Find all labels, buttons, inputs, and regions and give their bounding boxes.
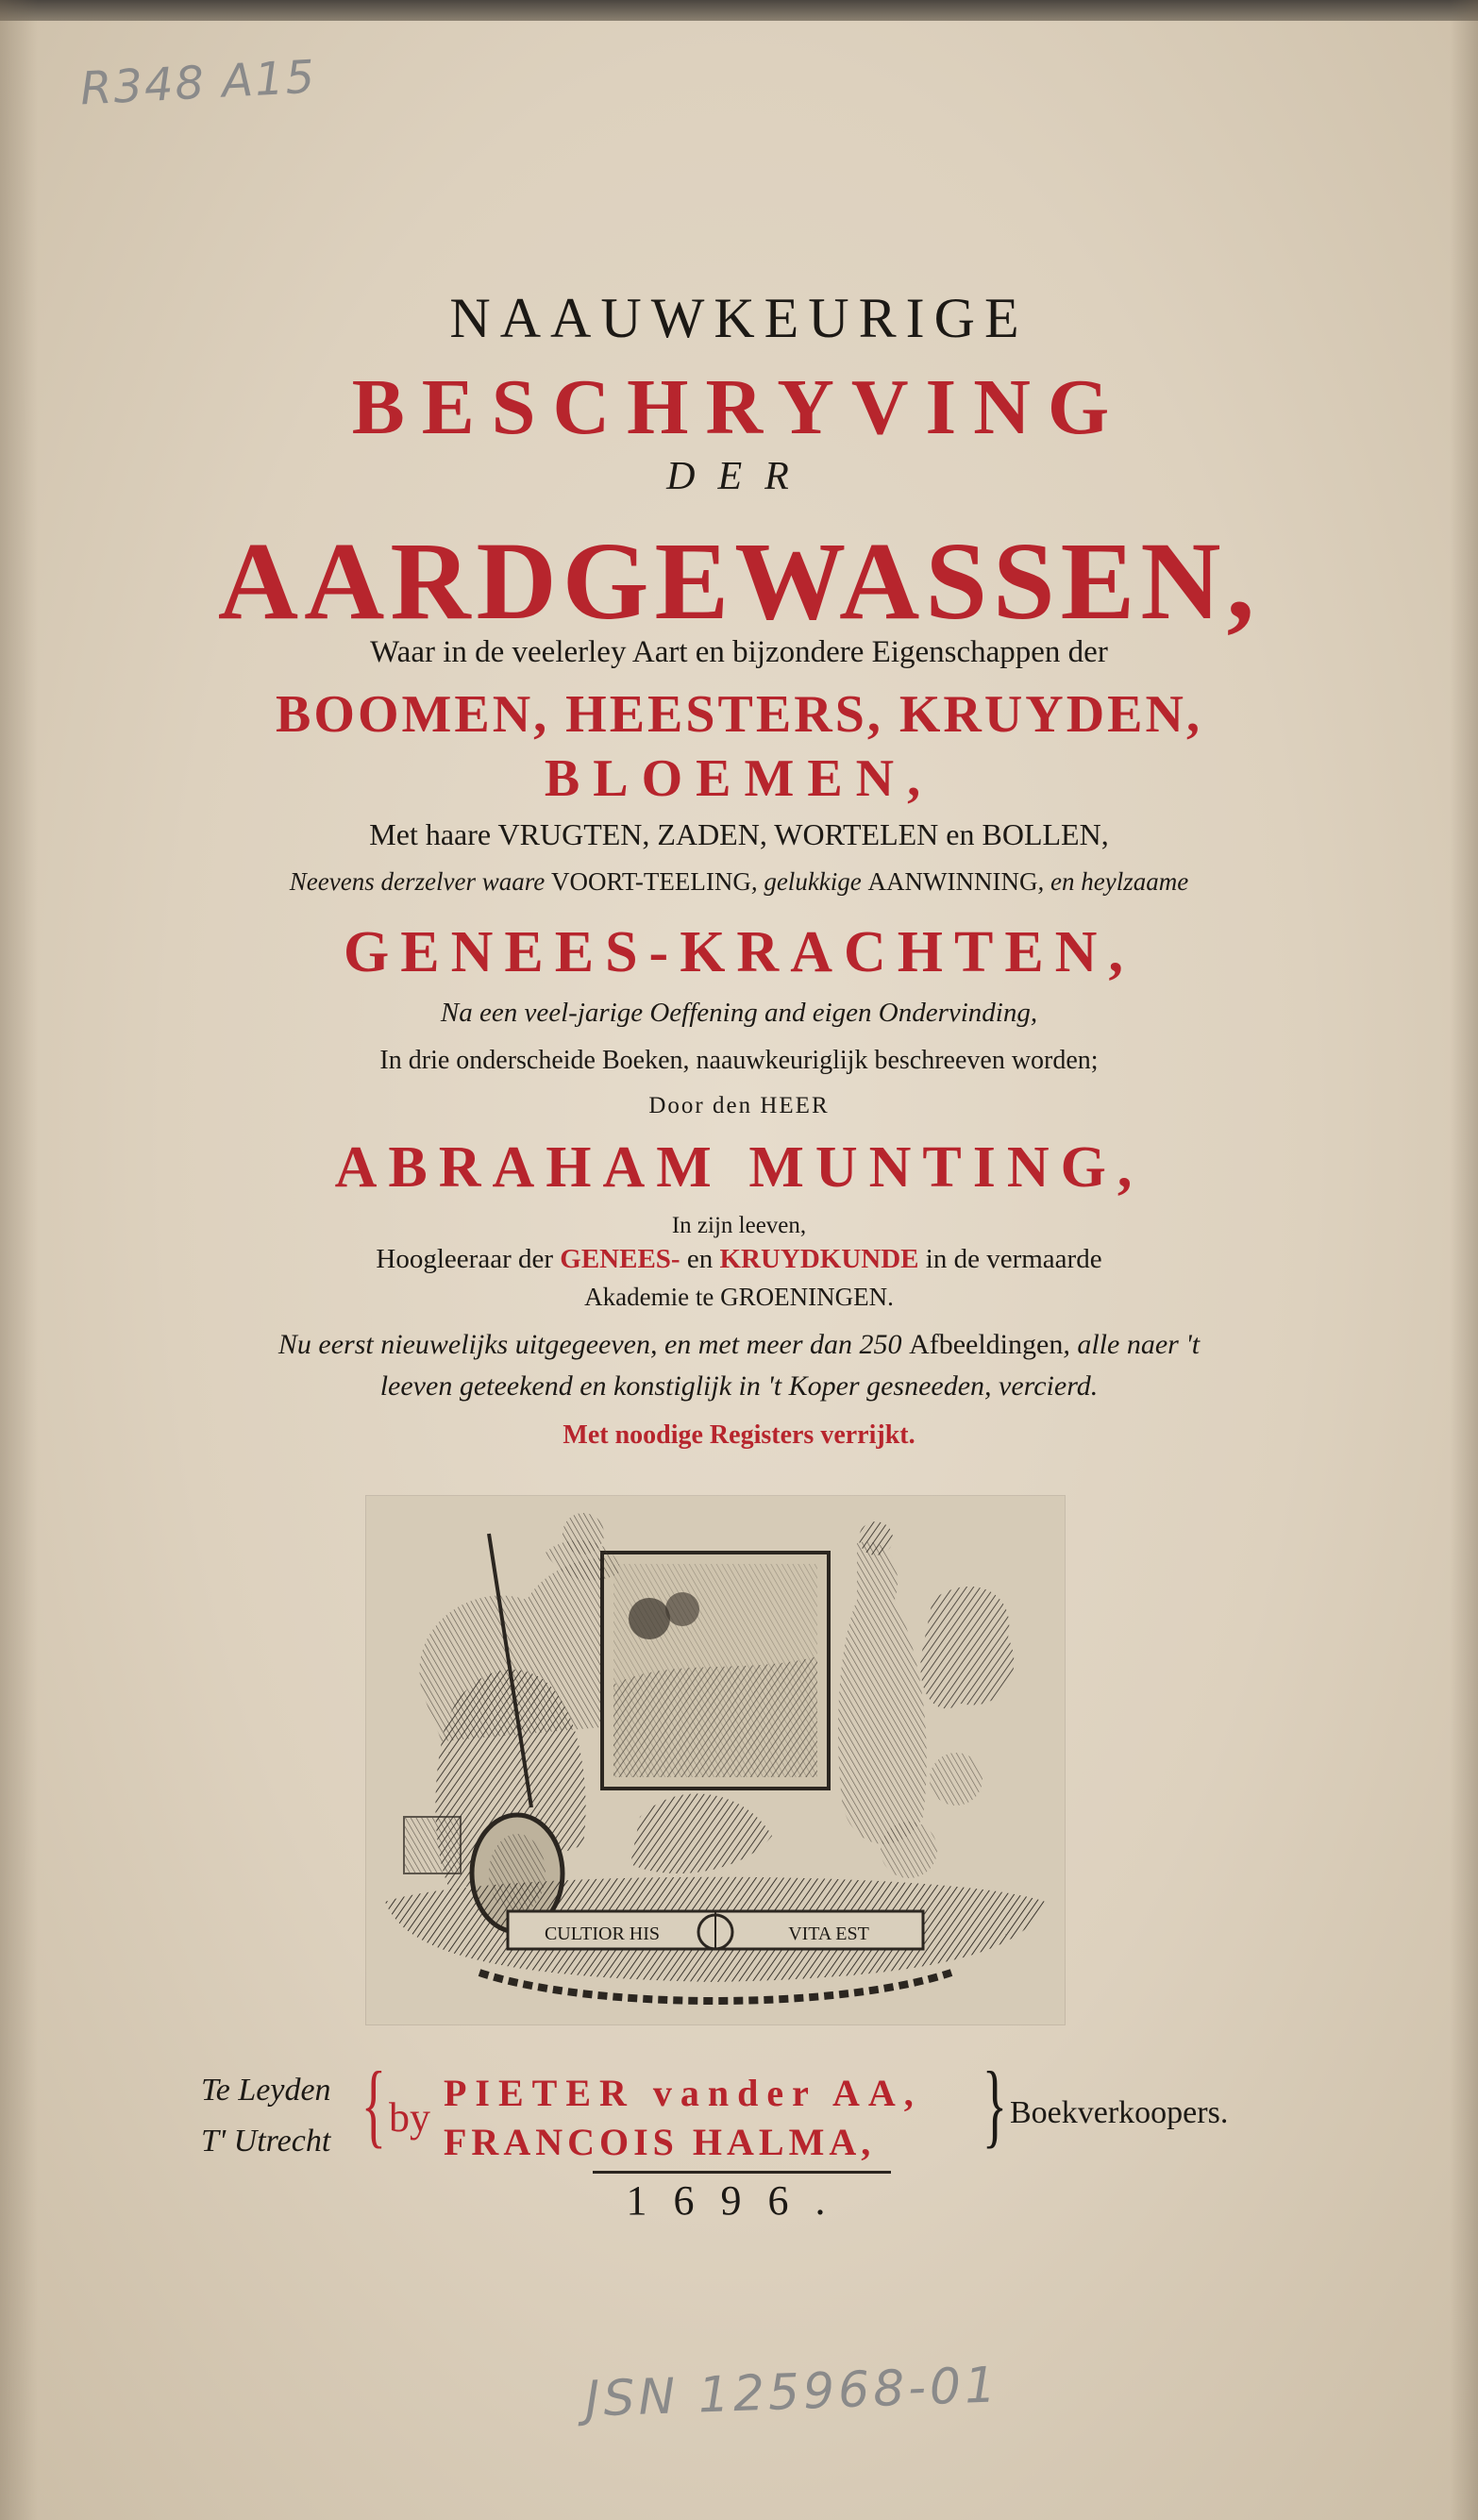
title-line-genees-krachten: GENEES-KRACHTEN, — [344, 920, 1134, 984]
top-edge-shadow — [0, 0, 1478, 21]
l16-part-a: Hoogleeraar der — [376, 1244, 561, 1274]
l16-kruydkunde: KRUYDKUNDE — [719, 1244, 919, 1274]
subtitle-line-hoogleeraar — [0, 1244, 1478, 1275]
publisher-francois-halma: FRANCOIS HALMA, — [444, 2121, 876, 2163]
vignette-illustration — [366, 1496, 1065, 2024]
l16-genees: GENEES- — [560, 1244, 680, 1274]
subtitle-line-oeffening: Na een veel-jarige Oeffening and eigen Ondervinding, — [440, 998, 1038, 1028]
l9-aanwinning: AANWINNING — [867, 867, 1038, 896]
l9-part-e: , en heylzaame — [1037, 867, 1189, 896]
imprint-trade: Boekverkoopers. — [1010, 2095, 1229, 2130]
motto-left: CULTIOR HIS — [544, 1924, 661, 1944]
left-brace: { — [361, 2052, 387, 2157]
l9-part-c: , gelukkige — [750, 867, 868, 896]
imprint-city-leyden: Te Leyden — [201, 2073, 331, 2108]
imprint-year: 1696. — [626, 2177, 852, 2224]
title-line-bloemen: BLOEMEN, — [544, 749, 934, 808]
l9-part-a: Neevens derzelver waare — [289, 867, 551, 896]
imprint-rule — [593, 2171, 891, 2174]
l16-part-c: en — [680, 1244, 720, 1274]
publisher-pieter-vander-aa: PIETER vander AA, — [444, 2072, 922, 2114]
subtitle-line-boeken: In drie onderscheide Boeken, naauwkeuriglijk beschreeven worden; — [379, 1046, 1099, 1075]
right-brace: } — [982, 2052, 1008, 2157]
title-line-naauwkeurige: NAAUWKEURIGE — [449, 287, 1029, 349]
title-line-beschryving: BESCHRYVING — [351, 363, 1127, 451]
title-line-aardgewassen: AARDGEWASSEN, — [217, 519, 1261, 643]
subtitle-line-vrugten: Met haare VRUGTEN, ZADEN, WORTELEN en BOLLEN, — [369, 817, 1109, 851]
inventory-number-pencil: JSN 125968-01 — [584, 2357, 1001, 2428]
subtitle-line-uitgegeeven — [0, 1329, 1478, 1361]
subtitle-line-registers: Met noodige Registers verrijkt. — [563, 1420, 915, 1450]
l9-voort-teeling: VOORT-TEELING — [550, 867, 751, 896]
author-name: ABRAHAM MUNTING, — [334, 1135, 1144, 1200]
shelfmark-pencil: R348 A15 — [78, 50, 318, 116]
l18-afbeeldingen: Afbeeldingen — [909, 1329, 1064, 1360]
subtitle-line-door-den-heer: Door den HEER — [648, 1093, 830, 1118]
subtitle-line-waar: Waar in de veelerley Aart en bijzondere Eigenschappen der — [370, 635, 1108, 669]
title-line-der: DER — [666, 455, 812, 498]
imprint-city-utrecht: T' Utrecht — [201, 2124, 331, 2159]
subtitle-line-geteekend: leeven geteekend en konstiglijk in 't Koper gesneeden, vercierd. — [379, 1370, 1099, 1402]
l18-part-c: , alle naer 't — [1063, 1329, 1201, 1360]
l18-part-a: Nu eerst nieuwelijks uitgegeeven, en met meer dan 250 — [277, 1329, 910, 1360]
motto-right: VITA EST — [788, 1924, 869, 1944]
subtitle-line-neevens — [0, 867, 1478, 897]
imprint-by: by — [389, 2094, 430, 2141]
engraved-vignette — [366, 1496, 1065, 2024]
subtitle-line-leeven: In zijn leeven, — [671, 1213, 807, 1238]
title-line-boomen: BOOMEN, HEESTERS, KRUYDEN, — [276, 685, 1202, 744]
subtitle-line-akademie: Akademie te GROENINGEN. — [584, 1283, 894, 1311]
l16-part-e: in de vermaarde — [918, 1244, 1102, 1274]
